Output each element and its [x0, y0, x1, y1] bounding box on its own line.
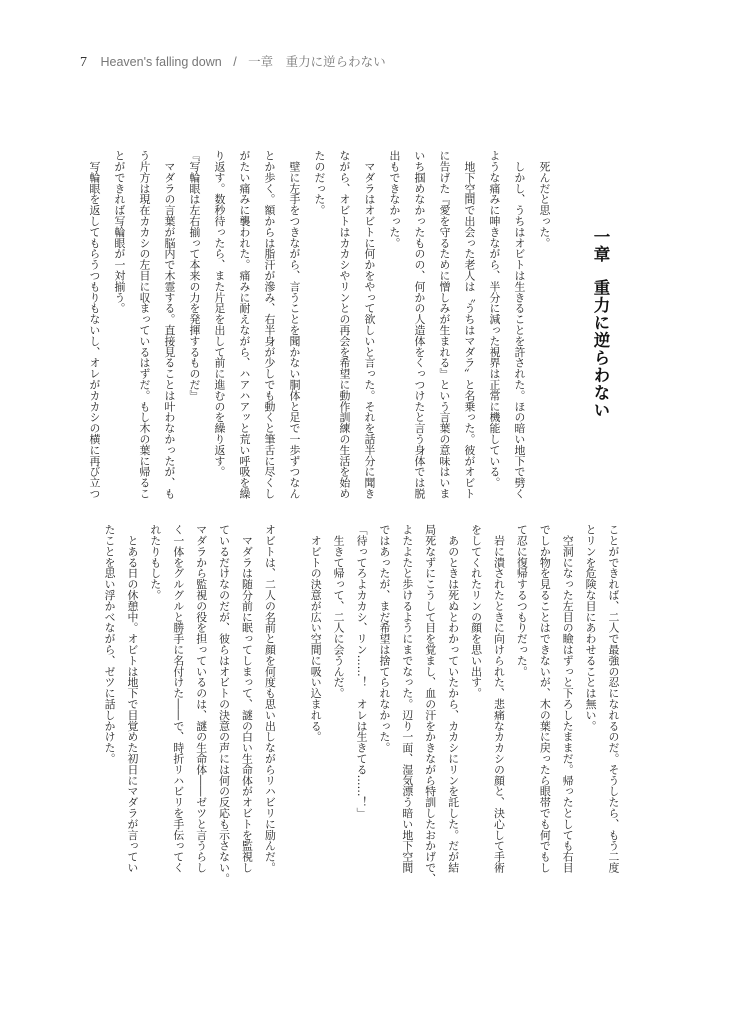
text-line: 死んだと思った。 — [538, 150, 551, 249]
text-line: マダラの言葉が脳内で木霊する。直接見ることは叶わなかったが、も — [163, 150, 176, 499]
text-line: て忍に復帰するつもりだった。 — [515, 524, 529, 677]
text-line: とができれば写輪眼が一対揃う。 — [113, 150, 126, 314]
running-header — [80, 52, 386, 71]
text-line: う片方は現在カカシの左目に収まっているはずだ。もし木の葉に帰るこ — [138, 150, 151, 499]
text-line: 局死なずにこうして目を覚まし、血の汗をかきながら特訓したおかげで、 — [423, 524, 437, 884]
text-line: たのだった。 — [313, 150, 326, 216]
text-line: 空洞になった左目の瞼はずっと下ろしたままだ。帰ったとしても右目 — [561, 524, 575, 873]
text-line: とある日の休憩中。オビトは地下で目覚めた初日にマダラが言ってい — [125, 524, 139, 873]
text-line: あのときは死ぬとわかっていたから、カカシにリンを託した。だが結 — [446, 524, 460, 873]
text-line: 『写輪眼は左右揃って本来の力を発揮するものだ』 — [188, 150, 201, 401]
text-line: とか歩く。額からは脂汗が滲み、右半身が少しでも動くと筆舌に尽くし — [263, 150, 276, 499]
text-line: マダラから監視の役を担っているのは、謎の生命体――ゼツと言うらし — [194, 524, 208, 873]
text-line: く一体をグルグルと勝手に名付けた――で、時折リハビリを手伝ってく — [171, 524, 185, 873]
text-line: 岩に潰されたときに向けられた、悲痛なカカシの顔と、決心して手術 — [492, 524, 506, 873]
text-line: ているだけなのだが、彼らはオビトの決意の声には何の反応も示さない。 — [217, 524, 231, 884]
text-line — [280, 524, 303, 884]
text-line: オビトの決意が広い空間に吸い込まれる。 — [309, 524, 323, 742]
text-line: 出もできなかった。 — [388, 150, 401, 249]
text-line: よたよたと歩けるようにまでなった。辺り一面、湿気漂う暗い地下空間 — [400, 524, 414, 873]
header-chapter: 一章 重力に逆らわない — [248, 55, 386, 69]
text-line: ながら、オビトはカカシやリンとの再会を希望に動作訓練の生活を始め — [338, 150, 351, 499]
text-line: ことができれば、二人で最強の忍になれるのだ。そうしたら、もう二度 — [607, 524, 620, 873]
text-line: ではあったが、まだ希望は捨てられなかった。 — [377, 524, 391, 753]
text-line: しかし、うちはオビトは生きることを許された。ほの暗い地下で劈く — [513, 150, 526, 499]
chapter-title — [588, 228, 612, 419]
text-line: とリンを危険な目にあわせることは無い。 — [584, 524, 598, 732]
text-line: 生きて帰って、二人に会うんだ。 — [332, 524, 346, 699]
text-line: り返す。数秒待ったら、また片足を出して前に進むのを繰り返す。 — [213, 150, 226, 477]
text-line: に告げた『愛を守るために憎しみが生まれる』という言葉の意味はいま — [438, 150, 451, 499]
header-separator: / — [233, 55, 237, 69]
text-line: ような痛みに呻きながら、半分に減った視界は正常に機能している。 — [488, 150, 501, 488]
text-line: いち掴めなかったものの、何かの人造体をくっつけたと言う身体では脱 — [413, 150, 426, 499]
text-line: 写輪眼を返してもらうつもりもないし、オレがカカシの横に再び立つ — [88, 150, 101, 499]
text-line: オビトは、二人の名前と顔を何度も思い出しながらリハビリに励んだ。 — [263, 524, 277, 873]
text-line: マダラはオビトに何かをやって欲しいと言った。それを話半分に聞き — [363, 150, 376, 499]
text-line: をしてくれたリンの顔を思い出す。 — [469, 524, 483, 699]
text-line: たことを思い浮かべながら、ゼツに話しかけた。 — [103, 524, 117, 764]
text-line: マダラは随分前に眠ってしまって、謎の白い生命体がオビトを監視し — [240, 524, 254, 873]
upper-text-block — [82, 150, 557, 510]
text-line: がたい痛みに襲われた。痛みに耐えながら、ハアハアッと荒い呼吸を繰 — [238, 150, 251, 499]
text-line: 壁に左手をつきながら、言うことを聞かない胴体と足で一歩ずつなん — [288, 150, 301, 499]
chapter-name: 重力に逆らわない — [591, 279, 610, 419]
text-line: 「待ってろよカカシ、リン……！ オレは生きてる……！」 — [355, 524, 369, 819]
page-number: 7 — [80, 55, 87, 70]
book-title: Heaven's falling down — [100, 55, 222, 69]
chapter-number: 一章 — [591, 228, 610, 263]
text-line: でしか物を見ることはできないが、木の葉に戻ったら眼帯でも何でもし — [538, 524, 552, 873]
text-line: 地下空間で出会った老人は〝うちはマダラ〟と名乗った。彼がオビト — [463, 150, 476, 499]
lower-text-block — [97, 524, 624, 884]
text-line: れたりもした。 — [148, 524, 162, 601]
